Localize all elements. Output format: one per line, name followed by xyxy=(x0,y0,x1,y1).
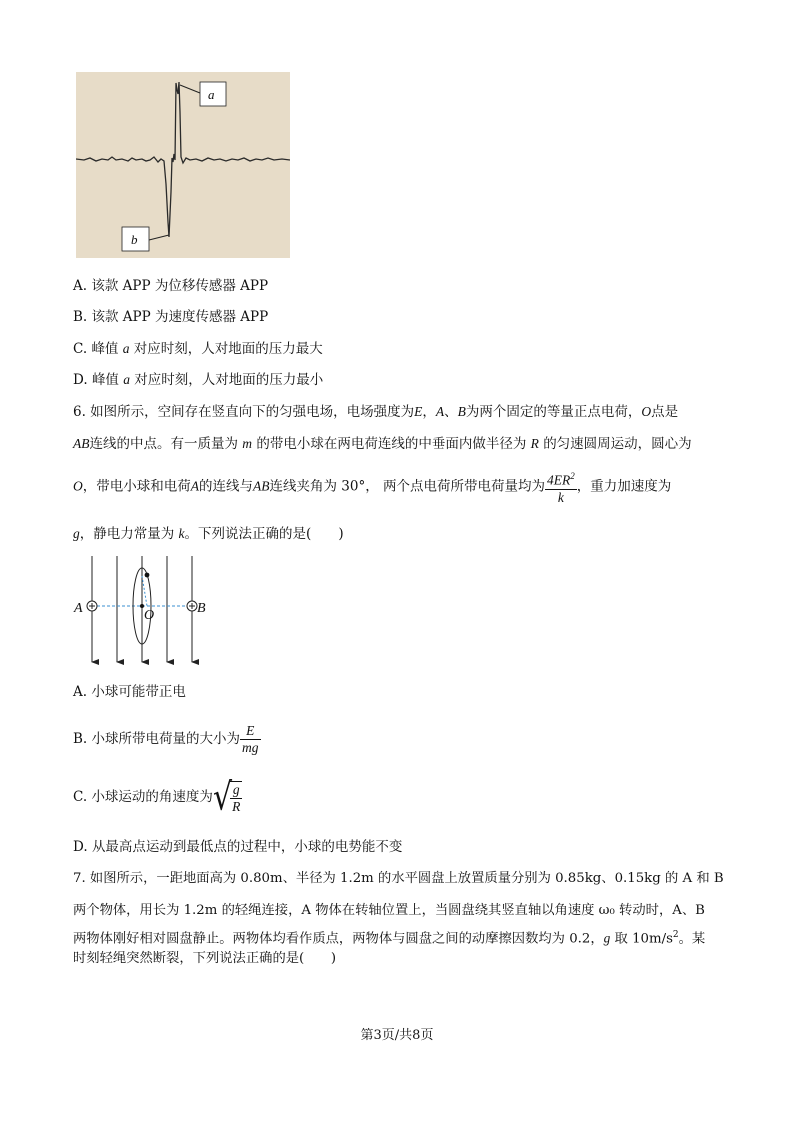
sensor-graph xyxy=(76,72,290,258)
page-footer: 第3页/共8页 xyxy=(360,1028,434,1043)
label-O: O xyxy=(144,608,155,623)
q6-option-c: C. 小球运动的角速度为√ $\frac{g}{R}$ xyxy=(73,775,241,819)
label-a: a xyxy=(208,87,215,102)
q7-stem-line4: 时刻轻绳突然断裂，下列说法正确的是( ) xyxy=(73,951,337,966)
charged-ball xyxy=(145,573,150,578)
q6-option-b: B. 小球所带电荷量的大小为 $\frac{E}{mg}$ xyxy=(73,723,259,755)
q7-stem-line3: 两物体刚好相对圆盘静止。两物体均看作质点，两物体与圆盘之间的动摩擦因数均为 0.2，g 取 $10m/s^2$。某 xyxy=(73,930,706,947)
sqrt-sign: √ xyxy=(212,775,233,819)
q6-option-a: A. 小球可能带正电 xyxy=(73,684,186,700)
charge-magnitude-fraction: $\frac{E}{mg}$ xyxy=(242,723,259,755)
q5-option-a: A. 该款 APP 为位移传感器 APP xyxy=(73,278,269,294)
q5-option-c: C. 峰值 a 对应时刻，人对地面的压力最大 xyxy=(73,341,323,357)
q6-stem-line4: g，静电力常量为 k。下列说法正确的是( ) xyxy=(73,526,344,542)
q5-option-d: D. 峰值 a 对应时刻，人对地面的压力最小 xyxy=(73,372,324,388)
graph-background xyxy=(76,72,290,258)
q5-option-b: B. 该款 APP 为速度传感器 APP xyxy=(73,309,269,325)
electric-field-figure xyxy=(72,554,212,672)
q7-stem-line2: 两个物体，用长为 1.2m 的轻绳连接，A 物体在转轴位置上，当圆盘绕其竖直轴以角速度 ω₀ 转动时，A、B xyxy=(73,903,705,918)
label-b: b xyxy=(131,232,138,247)
q6-stem-line1: 6. 如图所示，空间存在竖直向下的匀强电场，电场强度为E，A、B为两个固定的等量正点电荷，O点是 xyxy=(73,404,679,420)
q6-stem-line2: AB连线的中点。有一质量为 m 的带电小球在两电荷连线的中垂面内做半径为 R 的匀速圆周运动，圆心为 xyxy=(73,436,692,452)
angular-velocity-fraction: $\frac{g}{R}$ xyxy=(232,781,241,814)
q6-option-d: D. 从最高点运动到最低点的过程中，小球的电势能不变 xyxy=(73,839,403,855)
q7-stem-line1: 7. 如图所示，一距地面高为 0.80m、半径为 1.2m 的水平圆盘上放置质量分别为 0.85kg、0.15kg 的 A 和 B xyxy=(73,871,724,886)
label-A: A xyxy=(74,601,83,616)
q6-stem-line3: O，带电小球和电荷A的连线与AB连线夹角为 30°， 两个点电荷所带电荷量均为 $\frac{4ER^2}{k}$ ，重力加速度为 xyxy=(73,468,671,506)
charge-fraction: $\frac{4ER^2}{k}$ xyxy=(545,468,577,506)
radius-line xyxy=(142,576,147,606)
label-B: B xyxy=(197,601,206,616)
